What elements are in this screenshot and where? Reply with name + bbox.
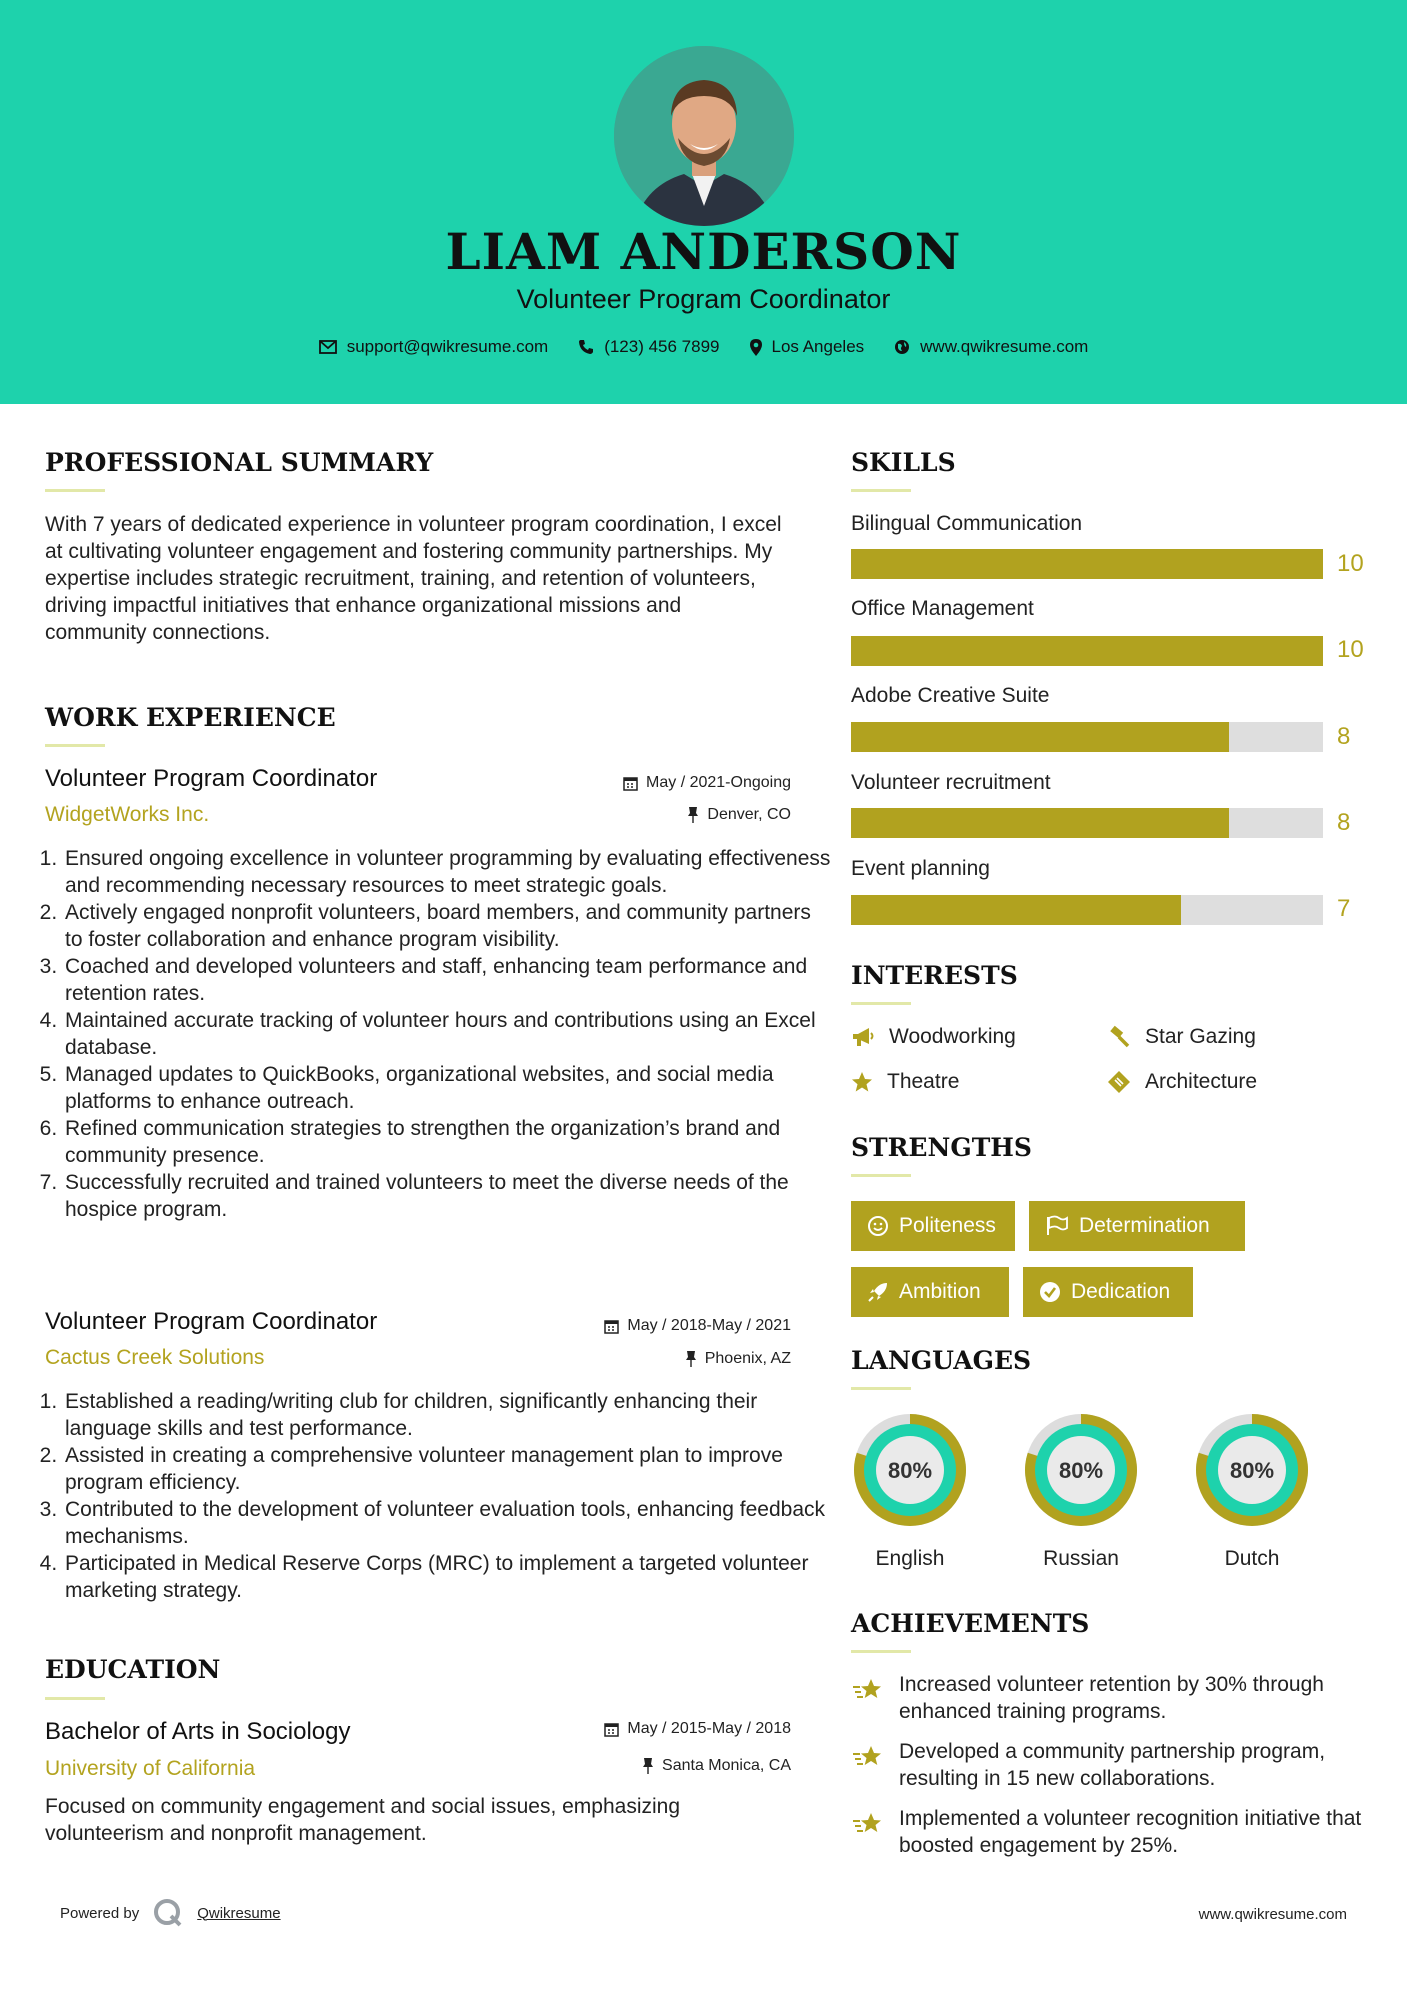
calendar-icon [604, 1722, 619, 1737]
skills-heading: SKILLS [851, 448, 956, 477]
list-item: 1. Established a reading/writing club for children, significantly enhancing their language skills and test performance. [63, 1388, 833, 1442]
list-item: 2. Actively engaged nonprofit volunteers, board members, and community partners to foster collaboration and enhance program visibility. [63, 899, 833, 953]
skill-bar-fill [851, 549, 1323, 579]
languages-heading: LANGUAGES [851, 1346, 1032, 1375]
interest-item [1107, 1070, 1257, 1094]
list-item: 3. Coached and developed volunteers and staff, enhancing team performance and retention rates. [63, 953, 833, 1007]
powered-by-label: Powered by [60, 1904, 140, 1922]
skill-value: 8 [1337, 809, 1351, 836]
summary-text: With 7 years of dedicated experience in volunteer program coordination, I excel at cultivating volunteer engagement and fostering community partnerships. My expertise includes strategic recruitment, training, and retention of volunteers, driving impactful initiatives that enhance organizational missions and community connections. [45, 513, 782, 644]
language-name: Russian [1043, 1547, 1119, 1570]
contact-location [750, 337, 865, 357]
envelope-icon [319, 340, 337, 354]
skill-name: Office Management [851, 597, 1034, 620]
qwikresume-logo-icon [153, 1898, 183, 1928]
language-percent: 80% [887, 1458, 933, 1483]
candidate-role: Volunteer Program Coordinator [516, 284, 891, 314]
strength-badge [1029, 1201, 1245, 1251]
contact-email[interactable] [319, 337, 549, 357]
job-date-text: May / 2021-Ongoing [646, 774, 791, 791]
skill-bar [851, 722, 1323, 752]
smile-icon [867, 1215, 889, 1237]
interest-item [851, 1070, 959, 1094]
job-location-text: Phoenix, AZ [704, 1350, 791, 1367]
gavel-icon [1107, 1025, 1131, 1049]
skill-bar-fill [851, 636, 1323, 666]
email-text: support@qwikresume.com [346, 337, 549, 356]
shooting-star-icon [851, 1809, 885, 1839]
interests-underline [851, 1002, 911, 1005]
language-percent: 80% [1058, 1458, 1104, 1483]
globe-icon [894, 339, 910, 355]
skill-value: 10 [1337, 636, 1364, 663]
ticket-icon [1107, 1070, 1131, 1094]
list-item: 2. Assisted in creating a comprehensive volunteer management plan to improve program efficiency. [63, 1442, 833, 1496]
company-name: Cactus Creek Solutions [45, 1346, 265, 1369]
company-name: WidgetWorks Inc. [45, 803, 210, 826]
candidate-name: LIAM ANDERSON [445, 222, 962, 281]
interest-item [1107, 1025, 1256, 1049]
skill-value: 8 [1337, 723, 1351, 750]
flag-icon [1045, 1215, 1069, 1237]
summary-heading: PROFESSIONAL SUMMARY [45, 448, 434, 477]
shooting-star-icon [851, 1742, 885, 1772]
skill-bar-fill [851, 722, 1229, 752]
contact-phone[interactable] [578, 337, 719, 357]
phone-text: (123) 456 7899 [604, 337, 720, 356]
website-text: www.qwikresume.com [920, 337, 1089, 356]
strength-badge [1023, 1267, 1193, 1317]
school-name: University of California [45, 1757, 256, 1780]
contact-website[interactable] [894, 337, 1088, 357]
skill-bar [851, 808, 1323, 838]
job-location [685, 1350, 791, 1368]
experience-underline [45, 744, 105, 747]
language-item [1019, 1408, 1143, 1571]
footer-powered-by [60, 1898, 281, 1928]
degree-title: Bachelor of Arts in Sociology [45, 1718, 351, 1745]
strength-label: Ambition [899, 1280, 981, 1303]
check-circle-icon [1039, 1281, 1061, 1303]
job-location-text: Denver, CO [707, 806, 791, 823]
language-item [848, 1408, 972, 1571]
skill-value: 10 [1337, 550, 1364, 577]
job-date [623, 774, 791, 792]
interest-label: Architecture [1145, 1070, 1258, 1093]
achievement-item [851, 1738, 1371, 1792]
skill-name: Volunteer recruitment [851, 771, 1051, 794]
education-underline [45, 1697, 105, 1700]
header-band [0, 0, 1407, 404]
skill-bar-fill [851, 895, 1181, 925]
interest-label: Theatre [887, 1070, 960, 1093]
skill-bar [851, 895, 1323, 925]
list-item: 5. Managed updates to QuickBooks, organizational websites, and social media platforms to enhance outreach. [63, 1061, 833, 1115]
strengths-underline [851, 1174, 911, 1177]
education-text: Focused on community engagement and social issues, emphasizing volunteerism and nonprofit management. [45, 1795, 681, 1845]
strength-label: Determination [1079, 1214, 1210, 1237]
strength-label: Politeness [899, 1214, 996, 1237]
skill-name: Adobe Creative Suite [851, 684, 1050, 707]
education-location-text: Santa Monica, CA [662, 1757, 791, 1774]
contact-bar [0, 337, 1407, 357]
skill-name: Bilingual Communication [851, 512, 1083, 535]
achievements-underline [851, 1650, 911, 1653]
pushpin-icon [685, 1351, 697, 1367]
strength-badge [851, 1201, 1015, 1251]
achievement-item [851, 1671, 1371, 1725]
language-ring [1019, 1408, 1143, 1532]
location-text: Los Angeles [771, 337, 865, 356]
list-item: 7. Successfully recruited and trained volunteers to meet the diverse needs of the hospice program. [63, 1169, 833, 1223]
interest-label: Star Gazing [1145, 1025, 1256, 1048]
job-date-text: May / 2018-May / 2021 [627, 1317, 791, 1334]
interests-heading: INTERESTS [851, 961, 1018, 990]
phone-icon [578, 339, 594, 355]
strengths-heading: STRENGTHS [851, 1133, 1032, 1162]
interest-item [851, 1025, 1016, 1049]
education-date-text: May / 2015-May / 2018 [627, 1720, 791, 1737]
profile-photo [614, 46, 794, 226]
job-location [687, 806, 791, 824]
education-location [642, 1757, 791, 1775]
job-bullets [45, 845, 833, 1223]
job-date [604, 1317, 791, 1335]
pushpin-icon [687, 807, 699, 823]
language-ring [1190, 1408, 1314, 1532]
list-item: 1. Ensured ongoing excellence in volunteer programming by evaluating effectiveness and recommending necessary resources to meet strategic goals. [63, 845, 833, 899]
achievement-text: Increased volunteer retention by 30% through enhanced training programs. [899, 1673, 1324, 1723]
achievement-text: Implemented a volunteer recognition initiative that boosted engagement by 25%. [899, 1807, 1362, 1857]
rocket-icon [867, 1281, 889, 1303]
achievement-item [851, 1805, 1371, 1859]
interest-label: Woodworking [889, 1025, 1016, 1048]
megaphone-icon [851, 1026, 875, 1048]
job-title: Volunteer Program Coordinator [45, 1308, 378, 1335]
list-item: 4. Maintained accurate tracking of volunteer hours and contributions using an Excel database. [63, 1007, 833, 1061]
languages-underline [851, 1387, 911, 1390]
skill-bar-fill [851, 808, 1229, 838]
shooting-star-icon [851, 1675, 885, 1705]
achievements-heading: ACHIEVEMENTS [851, 1609, 1090, 1638]
calendar-icon [623, 776, 638, 791]
summary-underline [45, 489, 105, 492]
list-item: 3. Contributed to the development of volunteer evaluation tools, enhancing feedback mechanisms. [63, 1496, 833, 1550]
pushpin-icon [642, 1758, 654, 1774]
skills-underline [851, 489, 911, 492]
strength-label: Dedication [1071, 1280, 1171, 1303]
list-item: 6. Refined communication strategies to strengthen the organization’s brand and community presence. [63, 1115, 833, 1169]
list-item: 4. Participated in Medical Reserve Corps (MRC) to implement a targeted volunteer marketing strategy. [63, 1550, 833, 1604]
job-title: Volunteer Program Coordinator [45, 765, 378, 792]
education-heading: EDUCATION [45, 1655, 221, 1684]
strength-badge [851, 1267, 1009, 1317]
footer-website[interactable]: www.qwikresume.com [1198, 1906, 1347, 1923]
job-bullets [45, 1388, 833, 1604]
language-ring [848, 1408, 972, 1532]
language-item [1190, 1408, 1314, 1571]
language-name: Dutch [1224, 1547, 1280, 1570]
achievement-text: Developed a community partnership program, resulting in 15 new collaborations. [899, 1740, 1326, 1790]
skill-bar [851, 636, 1323, 666]
star-icon [851, 1071, 873, 1093]
skill-bar [851, 549, 1323, 579]
qwikresume-link[interactable]: Qwikresume [197, 1904, 281, 1922]
skill-name: Event planning [851, 857, 990, 880]
experience-heading: WORK EXPERIENCE [45, 703, 336, 732]
skill-value: 7 [1337, 895, 1351, 922]
language-name: English [875, 1547, 945, 1570]
map-pin-icon [750, 339, 762, 356]
education-date [604, 1720, 791, 1738]
language-percent: 80% [1229, 1458, 1275, 1483]
calendar-icon [604, 1319, 619, 1334]
